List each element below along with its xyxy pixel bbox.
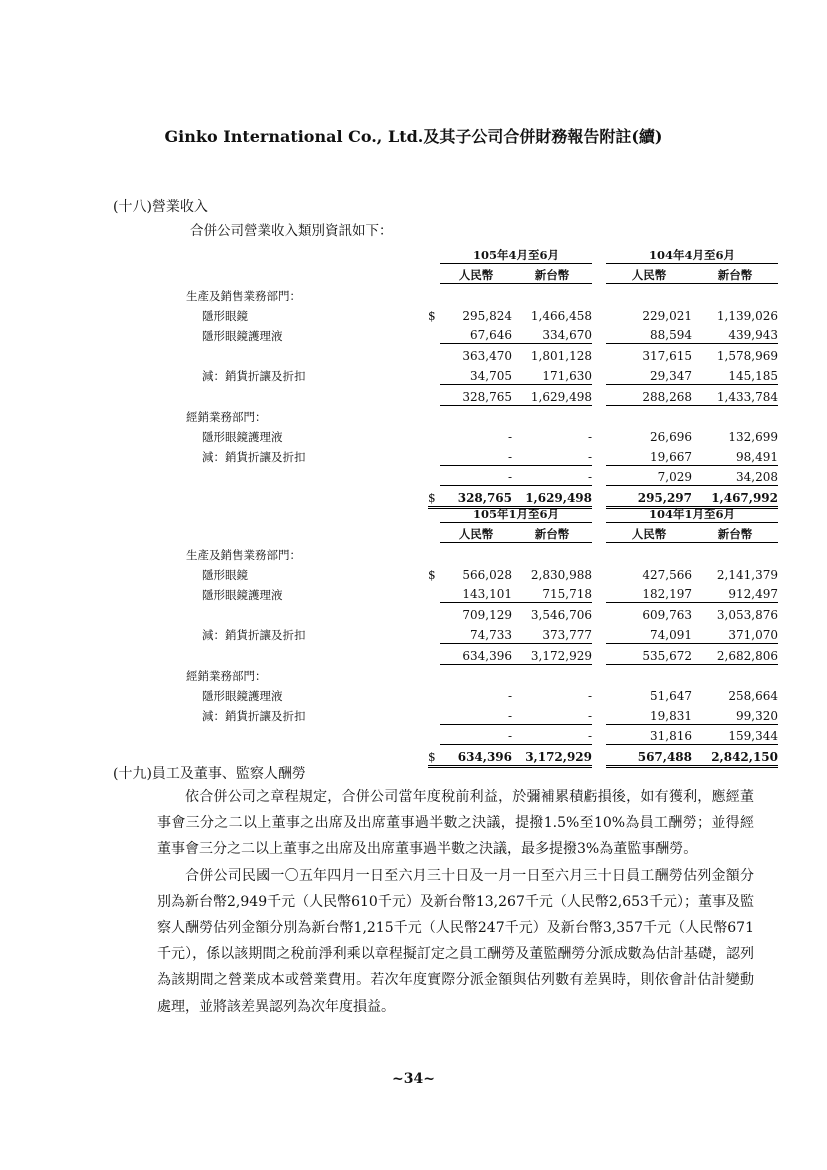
- cell: -: [440, 704, 512, 724]
- period-header: 105年1月至6月: [440, 502, 592, 522]
- cell: 2,842,150: [692, 745, 778, 767]
- paragraph: 依合併公司之章程規定，合併公司當年度稅前利益，於彌補累積虧損後，如有獲利，應經董事會三分之二以上董事之出席及出席董事過半數之決議，提撥1.5%至10%為員工酬勞；並得經董事會三分之二以上董事之出席及出席董事過半數之決議，最多提撥3%為董監事酬勞。: [157, 789, 754, 858]
- cell: 34,208: [692, 465, 778, 486]
- row-label: 減：銷貨折讓及折扣: [202, 709, 306, 724]
- table-row: [186, 405, 778, 425]
- row-label: 減：銷貨折讓及折扣: [202, 369, 306, 384]
- column-header: 新台幣: [512, 522, 592, 543]
- row-heading: 生產及銷售業務部門：: [186, 548, 301, 563]
- cell: 67,646: [440, 324, 512, 344]
- table-row: [186, 724, 778, 745]
- cell: 171,630: [512, 364, 592, 384]
- cell: -: [507, 429, 512, 444]
- table-row: [186, 623, 778, 643]
- cell: 74,733: [440, 623, 512, 643]
- cell: -: [440, 445, 512, 465]
- cell: -: [507, 688, 512, 703]
- cell: 3,172,929: [512, 643, 592, 664]
- cell: -: [440, 465, 512, 486]
- cell: 29,347: [606, 364, 692, 384]
- period-header: 105年4月至6月: [440, 243, 592, 263]
- cell: -: [587, 688, 592, 703]
- cell: 145,185: [692, 364, 778, 384]
- table-row: [186, 284, 778, 304]
- cell: 363,470: [462, 349, 512, 364]
- table-row: [186, 664, 778, 684]
- column-header: 人民幣: [606, 263, 692, 284]
- row-label: 隱形眼鏡護理液: [202, 429, 283, 444]
- table-row: [186, 304, 778, 324]
- cell: 19,831: [606, 704, 692, 724]
- cell: 535,672: [606, 643, 692, 664]
- table-row: [186, 344, 778, 364]
- cell: -: [512, 704, 592, 724]
- cell: 1,629,498: [512, 486, 592, 508]
- row-label: 減：銷貨折讓及折扣: [202, 628, 306, 643]
- cell: 74,091: [606, 623, 692, 643]
- cell: 634,396: [440, 745, 512, 767]
- row-label: 減：銷貨折讓及折扣: [202, 450, 306, 465]
- cell: -: [440, 724, 512, 745]
- cell: 7,029: [606, 465, 692, 486]
- cell: 1,467,992: [692, 486, 778, 508]
- section-18-intro: 合併公司營業收入類別資訊如下：: [190, 223, 393, 239]
- column-header: 新台幣: [692, 522, 778, 543]
- table-row: [186, 445, 778, 465]
- cell: 567,488: [606, 745, 692, 767]
- table-row: [186, 324, 778, 344]
- cell: 1,139,026: [716, 308, 778, 323]
- column-header: 新台幣: [692, 263, 778, 284]
- cell: 634,396: [440, 643, 512, 664]
- cell: 3,546,706: [530, 608, 592, 623]
- revenue-table-h1: [186, 502, 778, 768]
- cell: -: [512, 724, 592, 745]
- column-header: 人民幣: [606, 522, 692, 543]
- currency-symbol: $: [428, 567, 436, 582]
- cell: 328,765: [440, 486, 512, 508]
- column-header: 人民幣: [440, 263, 512, 284]
- cell: 3,172,929: [512, 745, 592, 767]
- paragraph: 合併公司民國一〇五年四月一日至六月三十日及一月一日至六月三十日員工酬勞估列金額分別為新台幣2,949千元（人民幣610千元）及新台幣13,267千元（人民幣2,653千元）；董事及監察人酬勞估列金額分別為新台幣1,215千元（人民幣247千元）及新台幣3,357千元（人民幣671千元），係以該期間之稅前淨利乘以章程擬訂定之員工酬勞及董監酬勞分派成數為估計基礎，認列為該期間之營業成本或營業費用。若次年度實際分派金額與估列數有差異時，則依會計估計變動處理，並將該差異認列為次年度損益。: [157, 867, 754, 1015]
- table-row: [186, 643, 778, 664]
- table-row: [186, 563, 778, 583]
- row-label: 隱形眼鏡護理液: [202, 328, 283, 343]
- table-row: [186, 543, 778, 563]
- row-heading: 經銷業務部門：: [186, 669, 267, 684]
- cell: 371,070: [692, 623, 778, 643]
- section-18-heading: (十八)營業收入: [113, 199, 208, 215]
- cell: 3,053,876: [716, 608, 778, 623]
- section-19-heading: (十九)員工及董事、監察人酬勞: [113, 766, 306, 782]
- cell: 132,699: [728, 429, 778, 444]
- cell: 709,129: [462, 608, 512, 623]
- column-header: 人民幣: [440, 522, 512, 543]
- row-heading: 經銷業務部門：: [186, 410, 267, 425]
- cell: 26,696: [650, 429, 692, 444]
- cell: 1,466,458: [530, 308, 592, 323]
- cell: 1,629,498: [512, 384, 592, 405]
- cell: 99,320: [692, 704, 778, 724]
- period-header: 104年1月至6月: [606, 502, 778, 522]
- cell: 912,497: [692, 583, 778, 603]
- row-heading: 生產及銷售業務部門：: [186, 289, 301, 304]
- cell: 258,664: [728, 688, 778, 703]
- cell: 427,566: [642, 567, 692, 582]
- cell: 439,943: [692, 324, 778, 344]
- cell: -: [512, 465, 592, 486]
- row-label: 隱形眼鏡: [202, 567, 248, 582]
- table-row: [186, 684, 778, 704]
- cell: 609,763: [642, 608, 692, 623]
- cell: 2,830,988: [530, 567, 592, 582]
- cell: 295,297: [606, 486, 692, 508]
- cell: 51,647: [650, 688, 692, 703]
- table-row: [186, 425, 778, 445]
- page-title: Ginko International Co., Ltd.及其子公司合併財務報告附註(續): [164, 127, 663, 146]
- cell: 2,141,379: [716, 567, 778, 582]
- table-row: [186, 384, 778, 405]
- table-row: [186, 583, 778, 603]
- cell: 1,578,969: [716, 349, 778, 364]
- cell: 34,705: [440, 364, 512, 384]
- table-row: [186, 364, 778, 384]
- page-number: ~34~: [392, 1071, 435, 1087]
- cell: -: [512, 445, 592, 465]
- cell: 88,594: [606, 324, 692, 344]
- table-row: [186, 465, 778, 486]
- cell: -: [587, 429, 592, 444]
- table-row: [186, 704, 778, 724]
- cell: 2,682,806: [692, 643, 778, 664]
- currency-symbol: $: [428, 308, 436, 323]
- cell: 229,021: [642, 308, 692, 323]
- cell: 288,268: [606, 384, 692, 405]
- revenue-table-q2: [186, 243, 778, 509]
- cell: 295,824: [462, 308, 512, 323]
- cell: 1,433,784: [692, 384, 778, 405]
- section-19-body: [157, 784, 754, 1020]
- cell: 373,777: [512, 623, 592, 643]
- cell: 317,615: [642, 349, 692, 364]
- cell: 328,765: [440, 384, 512, 405]
- cell: 334,670: [512, 324, 592, 344]
- row-label: 隱形眼鏡護理液: [202, 688, 283, 703]
- currency-symbol: $: [428, 486, 440, 508]
- row-label: 隱形眼鏡護理液: [202, 587, 283, 602]
- cell: 159,344: [692, 724, 778, 745]
- cell: 19,667: [606, 445, 692, 465]
- cell: 1,801,128: [530, 349, 592, 364]
- cell: 566,028: [462, 567, 512, 582]
- period-header: 104年4月至6月: [606, 243, 778, 263]
- cell: 182,197: [606, 583, 692, 603]
- currency-symbol: $: [428, 745, 440, 767]
- column-header: 新台幣: [512, 263, 592, 284]
- cell: 98,491: [692, 445, 778, 465]
- table-row: [186, 603, 778, 623]
- cell: 715,718: [512, 583, 592, 603]
- row-label: 隱形眼鏡: [202, 308, 248, 323]
- cell: 143,101: [440, 583, 512, 603]
- cell: 31,816: [606, 724, 692, 745]
